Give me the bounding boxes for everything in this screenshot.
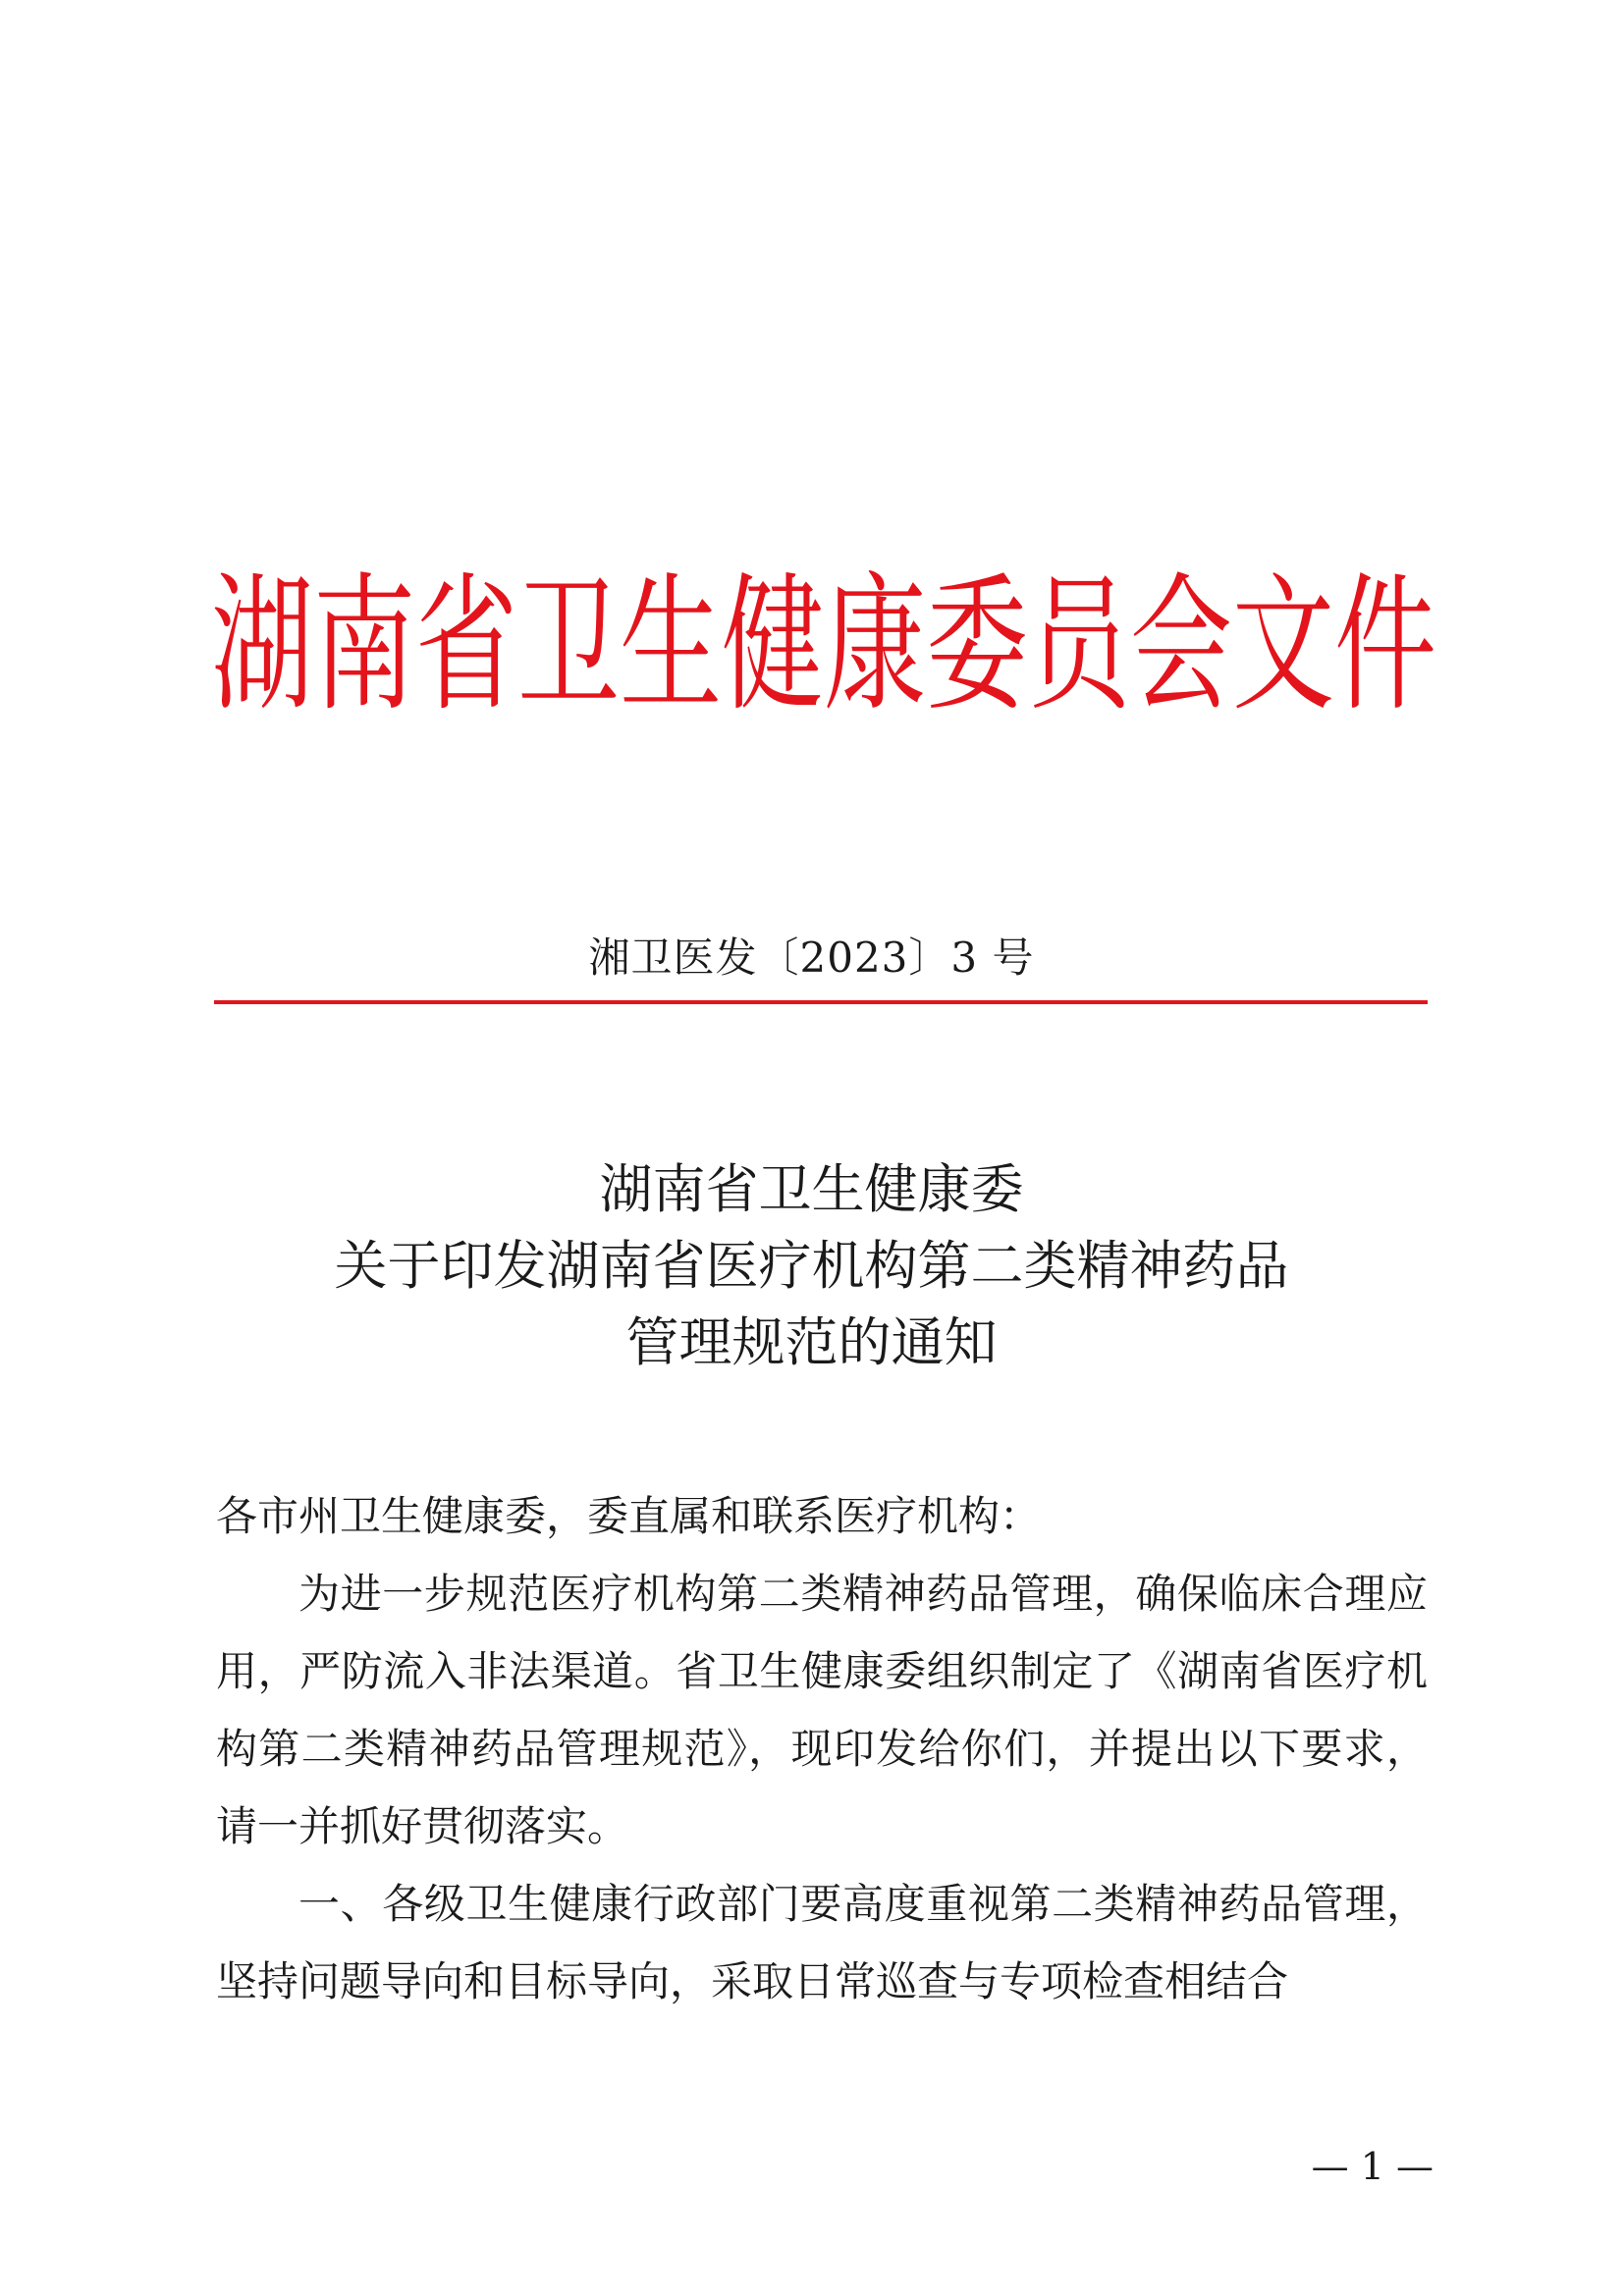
- red-separator-line: [214, 1000, 1428, 1004]
- masthead-char: 卫: [517, 558, 621, 732]
- title-line-3: 管理规范的通知: [625, 1311, 998, 1373]
- paragraph-2: 一、各级卫生健康行政部门要高度重视第二类精神药品管理，坚持问题导向和目标导向，采取日常巡查与专项检查相结合: [216, 1880, 1428, 2005]
- masthead-char: 生: [620, 558, 723, 732]
- notice-title: [0, 1151, 1623, 1381]
- masthead-char: 会: [1130, 558, 1233, 732]
- document-number: 湘卫医发〔2023〕3 号: [588, 934, 1035, 982]
- title-line-1: 湖南省卫生健康委: [599, 1158, 1024, 1220]
- masthead-char: 康: [824, 558, 927, 732]
- masthead-char: 湖: [211, 558, 314, 732]
- masthead-char: 文: [1232, 558, 1335, 732]
- title-line-2: 关于印发湖南省医疗机构第二类精神药品: [334, 1235, 1289, 1297]
- masthead-title: [211, 558, 1437, 732]
- masthead-char: 健: [722, 558, 825, 732]
- masthead-char: 件: [1334, 558, 1437, 732]
- masthead-char: 委: [926, 558, 1029, 732]
- masthead-char: 省: [415, 558, 518, 732]
- body-text: [216, 1477, 1428, 2020]
- salutation: 各市州卫生健康委，委直属和联系医疗机构：: [216, 1492, 1042, 1540]
- page-number: — 1 —: [1311, 2145, 1434, 2188]
- paragraph-1: 为进一步规范医疗机构第二类精神药品管理，确保临床合理应用，严防流入非法渠道。省卫生健康委组织制定了《湖南省医疗机构第二类精神药品管理规范》，现印发给你们，并提出以下要求，请一并抓好贯彻落实。: [216, 1570, 1428, 1850]
- masthead-char: 南: [313, 558, 416, 732]
- masthead-char: 员: [1028, 558, 1131, 732]
